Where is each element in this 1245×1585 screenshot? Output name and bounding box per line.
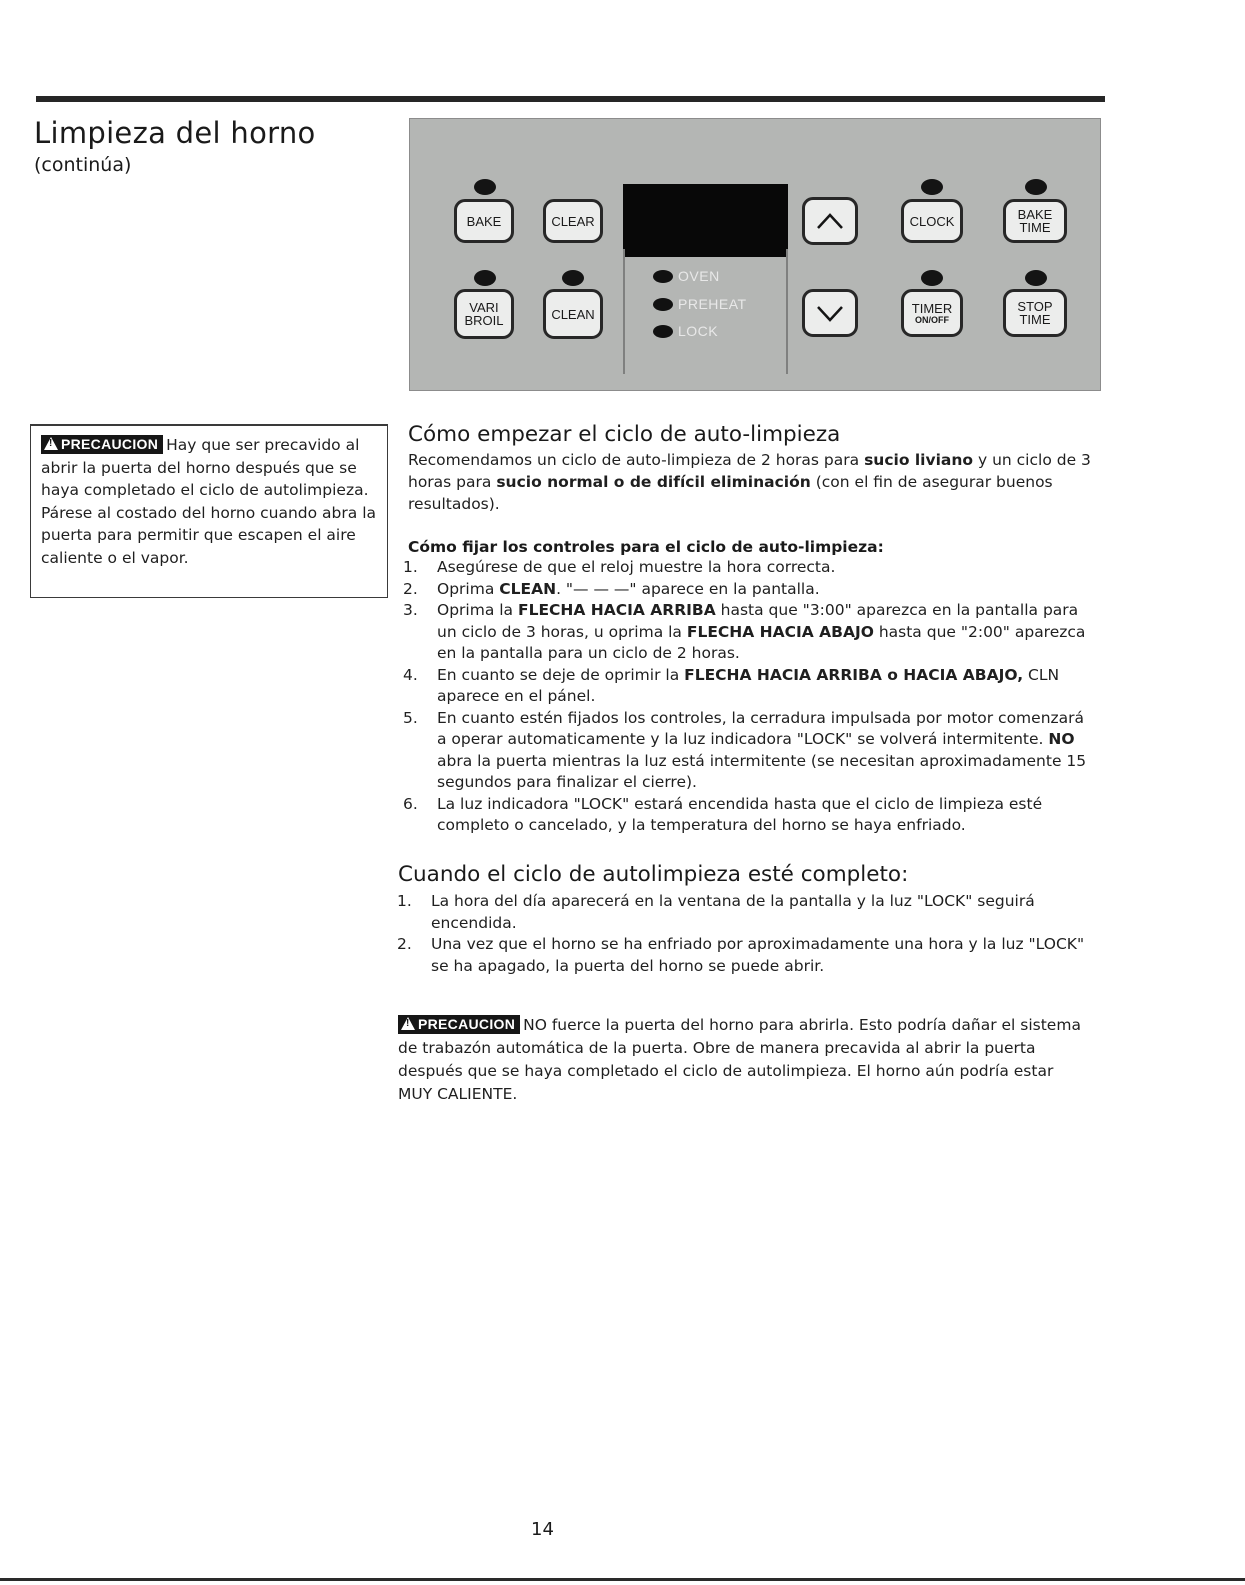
list-item [397,934,1087,977]
step-text: Oprima [437,579,500,598]
caution-inline-text: NO fuerce la puerta del horno para abrirla. Esto podría dañar el sistema de trabazón automática de la puerta. Obre de manera precavida al abrir la puerta después que se haya completado el ciclo de autolimpieza. El horno aún podría estar MUY CALIENTE. [398,1016,1081,1103]
list-item [403,665,1093,708]
section-complete-heading: Cuando el ciclo de autolimpieza esté completo: [398,862,909,887]
step-number: 2. [397,935,412,953]
step-text: La luz indicadora "LOCK" estará encendida hasta que el ciclo de limpieza esté completo o cancelado, y la temperatura del horno se haya enfriado. [437,794,1043,834]
caution-box-text: Hay que ser precavido al abrir la puerta del horno después que se haya completado el ciclo de autolimpieza. Párese al costado del horno cuando abra la puerta para permitir que escapen el aire caliente o el vapor. [41,436,376,567]
lock-indicator-label: LOCK [678,323,719,339]
timer-label-2: ON/OFF [915,314,949,325]
intro-bold-2: sucio normal o de difícil eliminación [496,473,811,491]
step-number: 1. [403,558,418,576]
preheat-indicator-led [653,298,673,311]
caution-inline [398,1014,1090,1106]
list-item [397,891,1087,934]
caution-badge-label: PRECAUCION [61,436,159,452]
step-number: 5. [403,708,418,727]
bake-time-label-2: TIME [1019,220,1051,235]
warning-triangle-icon [401,1017,415,1030]
down-arrow-button [802,289,858,337]
intro-text-2: y un ciclo de 3 horas para [408,451,1091,491]
chevron-up-icon [815,211,845,231]
step-number: 4. [403,665,418,684]
clock-button [901,199,963,243]
page-title: Limpieza del horno [34,116,316,150]
stop-time-button [1003,289,1067,337]
stop-time-label-1: STOP [1017,299,1053,314]
step-text: La hora del día aparecerá en la ventana de la pantalla y la luz "LOCK" seguirá encendida. [431,892,1035,932]
step-bold: FLECHA HACIA ARRIBA o HACIA ABAJO, [684,665,1024,684]
section-start-subheading: Cómo fijar los controles para el ciclo de auto-limpieza: [408,538,884,556]
step-number: 6. [403,794,418,813]
oven-indicator-led [653,270,673,283]
list-item [403,794,1093,837]
lock-indicator-led [653,325,673,338]
oven-indicator-label: OVEN [678,268,720,284]
list-item [403,708,1093,794]
clock-led [921,179,943,195]
step-bold: FLECHA HACIA ARRIBA [517,601,716,619]
step-text: En cuanto se deje de oprimir la [437,665,685,684]
caution-badge [41,435,163,454]
vari-broil-led [474,270,496,286]
intro-text-3: (con el fin de asegurar buenos resultados). [408,473,1053,513]
indicator-preheat [653,295,747,313]
clean-button [543,289,603,339]
caution-inline-badge [398,1015,520,1034]
bottom-rule [0,1578,1245,1581]
control-panel-illustration [409,118,1101,391]
complete-steps-list [397,891,1087,977]
vari-broil-label-1: VARI [469,300,499,315]
intro-bold-1: sucio liviano [864,451,974,469]
stop-time-label-2: TIME [1019,312,1051,327]
section-start-intro [408,449,1098,515]
up-arrow-button [802,197,858,245]
step-bold: FLECHA HACIA ABAJO [686,622,874,641]
caution-box [30,424,388,598]
step-number: 3. [403,601,418,619]
timer-led [921,270,943,286]
timer-button [901,289,963,337]
list-item [403,600,1093,665]
step-bold: NO [1048,730,1075,748]
preheat-indicator-label: PREHEAT [678,296,747,312]
bake-led [474,179,496,195]
bake-button [454,199,514,243]
section-start-heading: Cómo empezar el ciclo de auto-limpieza [408,422,841,447]
bake-time-button [1003,199,1067,243]
step-text: Oprima la [437,601,518,619]
clear-button-label: CLEAR [551,213,595,229]
intro-text-1: Recomendamos un ciclo de auto-limpieza de 2 horas para [408,451,865,469]
indicator-lock [653,322,718,340]
stop-time-led [1025,270,1047,286]
clean-led [562,270,584,286]
caution-inline-badge-label: PRECAUCION [418,1016,516,1032]
page-number: 14 [531,1519,554,1540]
bake-time-led [1025,179,1047,195]
step-number: 1. [397,892,412,910]
step-bold: CLEAN [499,579,557,598]
list-item [403,579,1093,601]
top-rule [36,96,1105,102]
start-steps-list [403,557,1093,837]
step-text: abra la puerta mientras la luz está intermitente (se necesitan aproximadamente 15 segundos para finalizar el cierre). [437,751,1087,791]
step-text: Asegúrese de que el reloj muestre la hora correcta. [437,558,836,576]
indicator-oven [653,267,720,285]
step-text: Una vez que el horno se ha enfriado por aproximadamente una hora y la luz "LOCK" se ha apagado, la puerta del horno se puede abrir. [431,935,1085,975]
indicator-divider-right [786,249,788,374]
step-text: En cuanto estén fijados los controles, la cerradura impulsada por motor comenzará a operar automaticamente y la luz indicadora "LOCK" se volverá intermitente. [437,708,1085,748]
step-text: hasta que "3:00" aparezca en la pantalla para un ciclo de 3 horas, u oprima la [437,601,1079,641]
vari-broil-label-2: BROIL [464,313,504,328]
indicator-divider-left [623,249,625,374]
clean-button-label: CLEAN [551,306,595,322]
step-text: CLN aparece en el pánel. [437,665,1060,705]
bake-button-label: BAKE [466,213,502,229]
step-text: hasta que "2:00" aparezca en la pantalla para un ciclo de 2 horas. [437,622,1086,662]
step-text: . "— — —" aparece en la pantalla. [556,579,820,598]
warning-triangle-icon [44,437,58,450]
step-number: 2. [403,579,418,598]
clear-button [543,199,603,243]
chevron-down-icon [815,303,845,323]
vari-broil-button [454,289,514,339]
page-subtitle: (continúa) [34,154,132,176]
bake-time-label-1: BAKE [1017,207,1053,222]
list-item [403,557,1093,579]
timer-label-1: TIMER [911,300,953,316]
display-window [623,184,788,257]
clock-button-label: CLOCK [909,213,955,229]
